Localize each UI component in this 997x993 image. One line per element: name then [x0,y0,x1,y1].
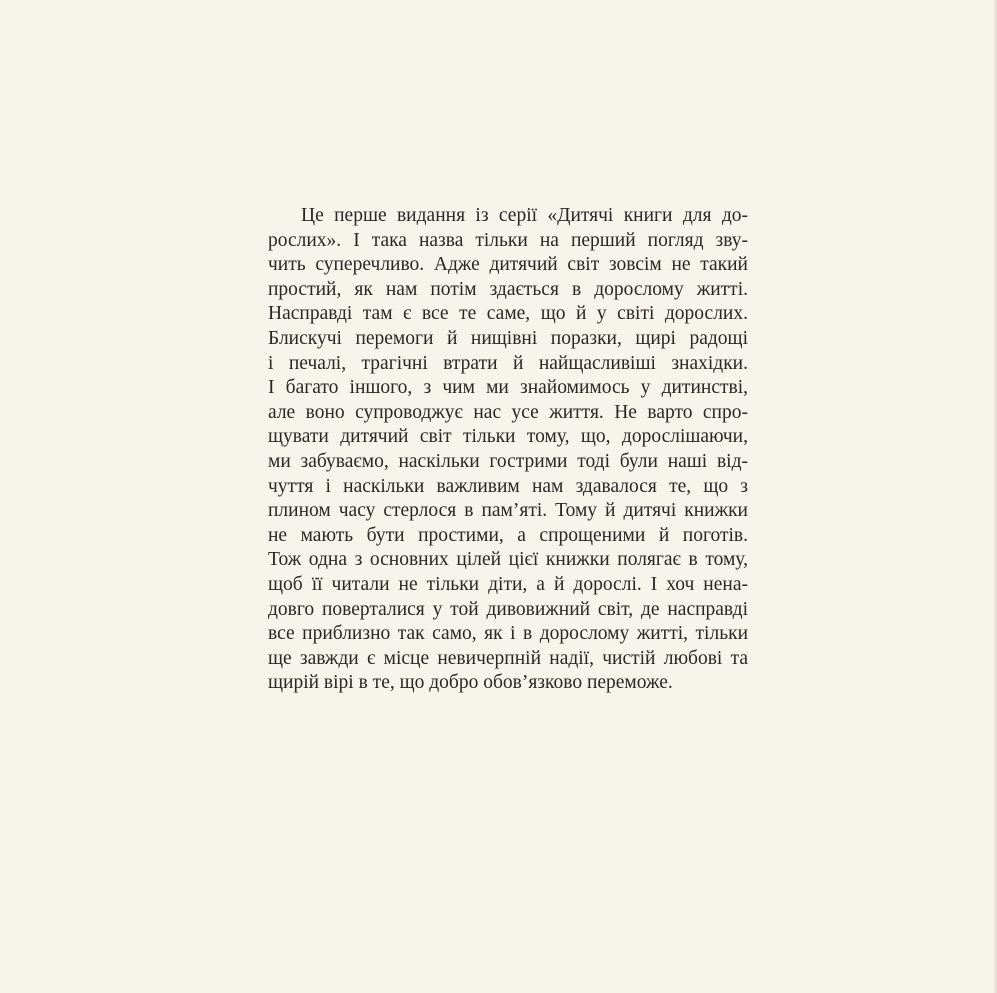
paragraph-line: Насправді там є все те саме, що й у світі дорослих. [268,303,748,325]
paragraph-line: і печалі, трагічні втрати й найщасливіші знахідки. [268,352,748,374]
paragraph-line: Це перше видання із серії «Дитячі книги для до- [301,205,748,226]
paragraph-line: чить суперечливо. Адже дитячий світ зовсім не такий [268,254,748,276]
paragraph-line: але воно супроводжує нас усе життя. Не варто спро- [268,401,748,423]
paragraph-line: Блискучі перемоги й нищівні поразки, щирі радощі [268,327,748,349]
paragraph-line: простий, як нам потім здається в дорослому житті. [268,278,748,300]
paragraph-line: І багато іншого, з чим ми знайомимось у дитинстві, [268,377,748,399]
paragraph-line: ще завжди є місце невичерпній надії, чистій любові та [268,647,748,669]
paragraph-line: рослих». І така назва тільки на перший погляд зву- [268,229,748,251]
paragraph-line: щоб її читали не тільки діти, а й дорослі. І хоч нена- [268,573,748,595]
foreword-paragraph [268,204,748,696]
paragraph-line: не мають бути простими, а спрощеними й поготів. [268,524,748,546]
paragraph-line: все приблизно так само, як і в дорослому житті, тільки [268,623,748,645]
paragraph-line: довго поверталися у той дивовижний світ, де насправді [268,598,748,620]
paragraph-line: Тож одна з основних цілей цієї книжки полягає в тому, [268,549,748,571]
paragraph-line: чуття і наскільки важливим нам здавалося те, що з [268,475,748,497]
paragraph-line: плином часу стерлося в пам’яті. Тому й дитячі книжки [268,500,748,522]
paragraph-line: ми забуваємо, наскільки гострими тоді були наші від- [268,450,748,472]
paragraph-line: щирій вірі в те, що добро обов’язково переможе. [268,672,673,694]
paragraph-line: щувати дитячий світ тільки тому, що, дорослішаючи, [268,426,748,448]
